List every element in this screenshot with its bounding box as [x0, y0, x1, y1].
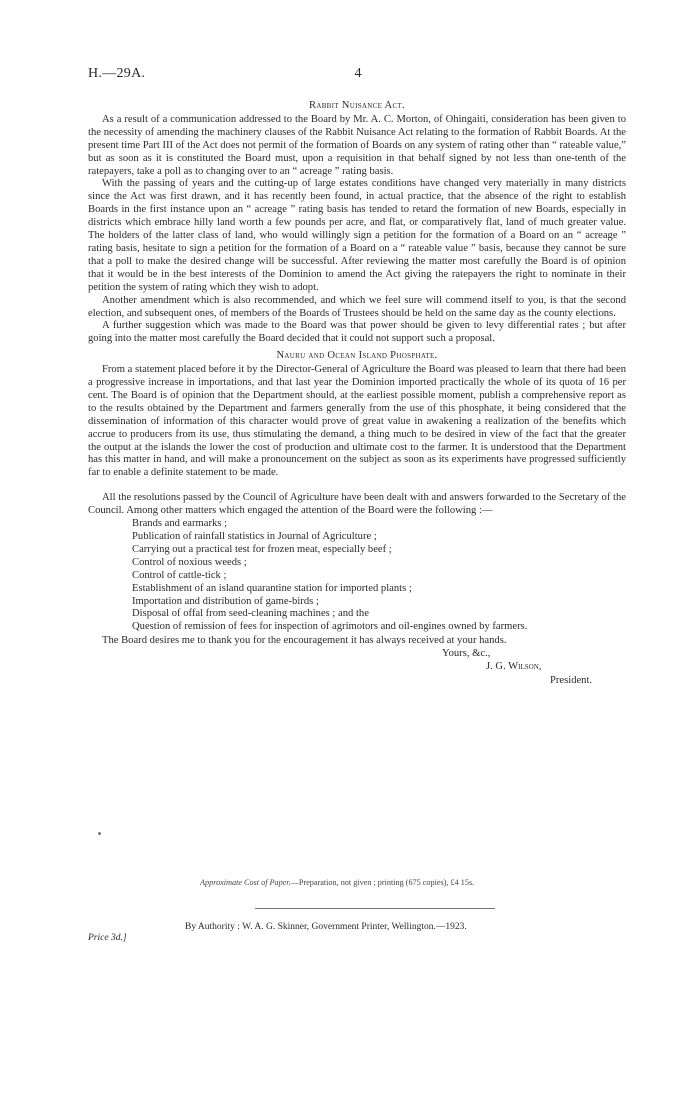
cost-note	[200, 878, 560, 887]
page-header	[88, 66, 618, 84]
document-body	[88, 100, 626, 688]
stray-mark	[98, 832, 101, 835]
list-item: Control of noxious weeds ;	[132, 556, 247, 568]
signatory-name: J. G. Wilson,	[486, 661, 542, 673]
signatory-title: President.	[550, 675, 593, 687]
paragraph: As a result of a communication addressed to the Board by Mr. A. C. Morton, of Ohingaiti, consideration has been given to the necessity of amending the machinery clauses of the Rabbit Nuisance Act relating to the formation of Rabbit Boards. At the present time Part III of the Act does not permit of the formation of Boards on any system of rating other than “ rateable value,” but as soon as it is constituted the Board must, upon a requisition in that behalf signed by not less than one-tenth of the ratepayers, take a poll as to changing over to an “ acreage ” rating basis.	[88, 113, 626, 177]
section-heading: Rabbit Nuisance Act.	[308, 100, 405, 111]
paragraph: All the resolutions passed by the Council of Agriculture have been dealt with and answers forwarded to the Secretary of the Council. Among other matters which engaged the attention of the Board were the following :—	[88, 492, 626, 517]
list-item: Control of cattle-tick ;	[132, 569, 227, 581]
section-resolutions	[88, 492, 626, 648]
list-item: Brands and earmarks ;	[132, 518, 228, 530]
salutation: Yours, &c.,	[442, 648, 491, 660]
cost-text: —Preparation, not given ; printing (675 copies), £4 15s.	[290, 878, 475, 887]
printer-authority: By Authority : W. A. G. Skinner, Government Printer, Wellington.—1923.	[185, 922, 467, 932]
cost-label: Approximate Cost of Paper.	[200, 878, 291, 887]
price-note: Price 3d.]	[88, 933, 127, 943]
spacer	[88, 480, 626, 492]
list-item: Importation and distribution of game-birds ;	[132, 595, 319, 607]
resolutions-list	[88, 518, 626, 634]
section-nauru-phosphate	[88, 350, 626, 480]
signature-block	[88, 648, 626, 688]
document-reference: H.—29A.	[88, 66, 146, 81]
list-item: Disposal of offal from seed-cleaning machines ; and the	[132, 608, 369, 620]
closing-paragraph: The Board desires me to thank you for the encouragement it has always received at your hands.	[102, 635, 507, 647]
paragraph: From a statement placed before it by the Director-General of Agriculture the Board was pleased to learn that there had been a progressive increase in importations, and that last year the Dominion imported practically the whole of its quota of 16 per cent. The Board is of opinion that the Department should, at the earliest possible moment, publish a comprehensive report as to the results obtained by the Department and farmers generally from the use of this phosphate, it being considered that the dissemination of information of this character would prove of great value in awakening a realization of the benefits which accrue to producers from its use, thus stimulating the demand, a thing much to be desired in view of the fact that the greater the output at the islands the lower the cost of production and ultimate cost to the farmer. It is understood that the Department has this matter in hand, and will make a pronouncement on the subject as soon as its experiments have progressed sufficiently far to enable a definite statement to be made.	[88, 364, 626, 479]
list-item: Question of remission of fees for inspection of agrimotors and oil-engines owned by farmers.	[132, 621, 528, 633]
list-item: Publication of rainfall statistics in Journal of Agriculture ;	[132, 531, 377, 542]
paragraph: A further suggestion which was made to the Board was that power should be given to levy differential rates ; but after going into the matter most carefully the Board decided that it could not support such a proposal.	[88, 320, 626, 345]
list-item: Carrying out a practical test for frozen meat, especially beef ;	[132, 543, 392, 555]
footer-divider	[255, 908, 495, 909]
section-heading: Nauru and Ocean Island Phosphate.	[276, 350, 438, 362]
page-number: 4	[354, 66, 362, 81]
list-item: Establishment of an island quarantine station for imported plants ;	[132, 582, 412, 594]
paragraph: Another amendment which is also recommended, and which we feel sure will commend itself to you, is that the second election, and subsequent ones, of members of the Boards of Trustees should be held on the same day as the county elections.	[88, 294, 626, 319]
section-rabbit-nuisance-act	[88, 100, 626, 346]
paragraph: With the passing of years and the cutting-up of large estates conditions have changed very materially in many districts since the Act was first drawn, and it has recently been found, in actual practice, that the absence of the right to establish Boards in the first instance upon an “ acreage ” rating basis has tended to retard the formation of new Boards, especially in districts which embrace hilly land worth a few pounds per acre, and flat, or comparatively flat, land of much greater value. The holders of the latter class of land, who would willingly sign a petition for the formation of a Board on an “ acreage ” rating basis, hesitate to sign a petition for the formation of a Board on a “ rateable value ” basis, because they cannot be sure that a poll to make the desired change will be successful. After reviewing the matter most carefully the Board is of opinion that it would be in the best interests of the Dominion to amend the Act giving the ratepayers the right to nominate in their petition the system of rating which they wish to adopt.	[88, 178, 626, 293]
